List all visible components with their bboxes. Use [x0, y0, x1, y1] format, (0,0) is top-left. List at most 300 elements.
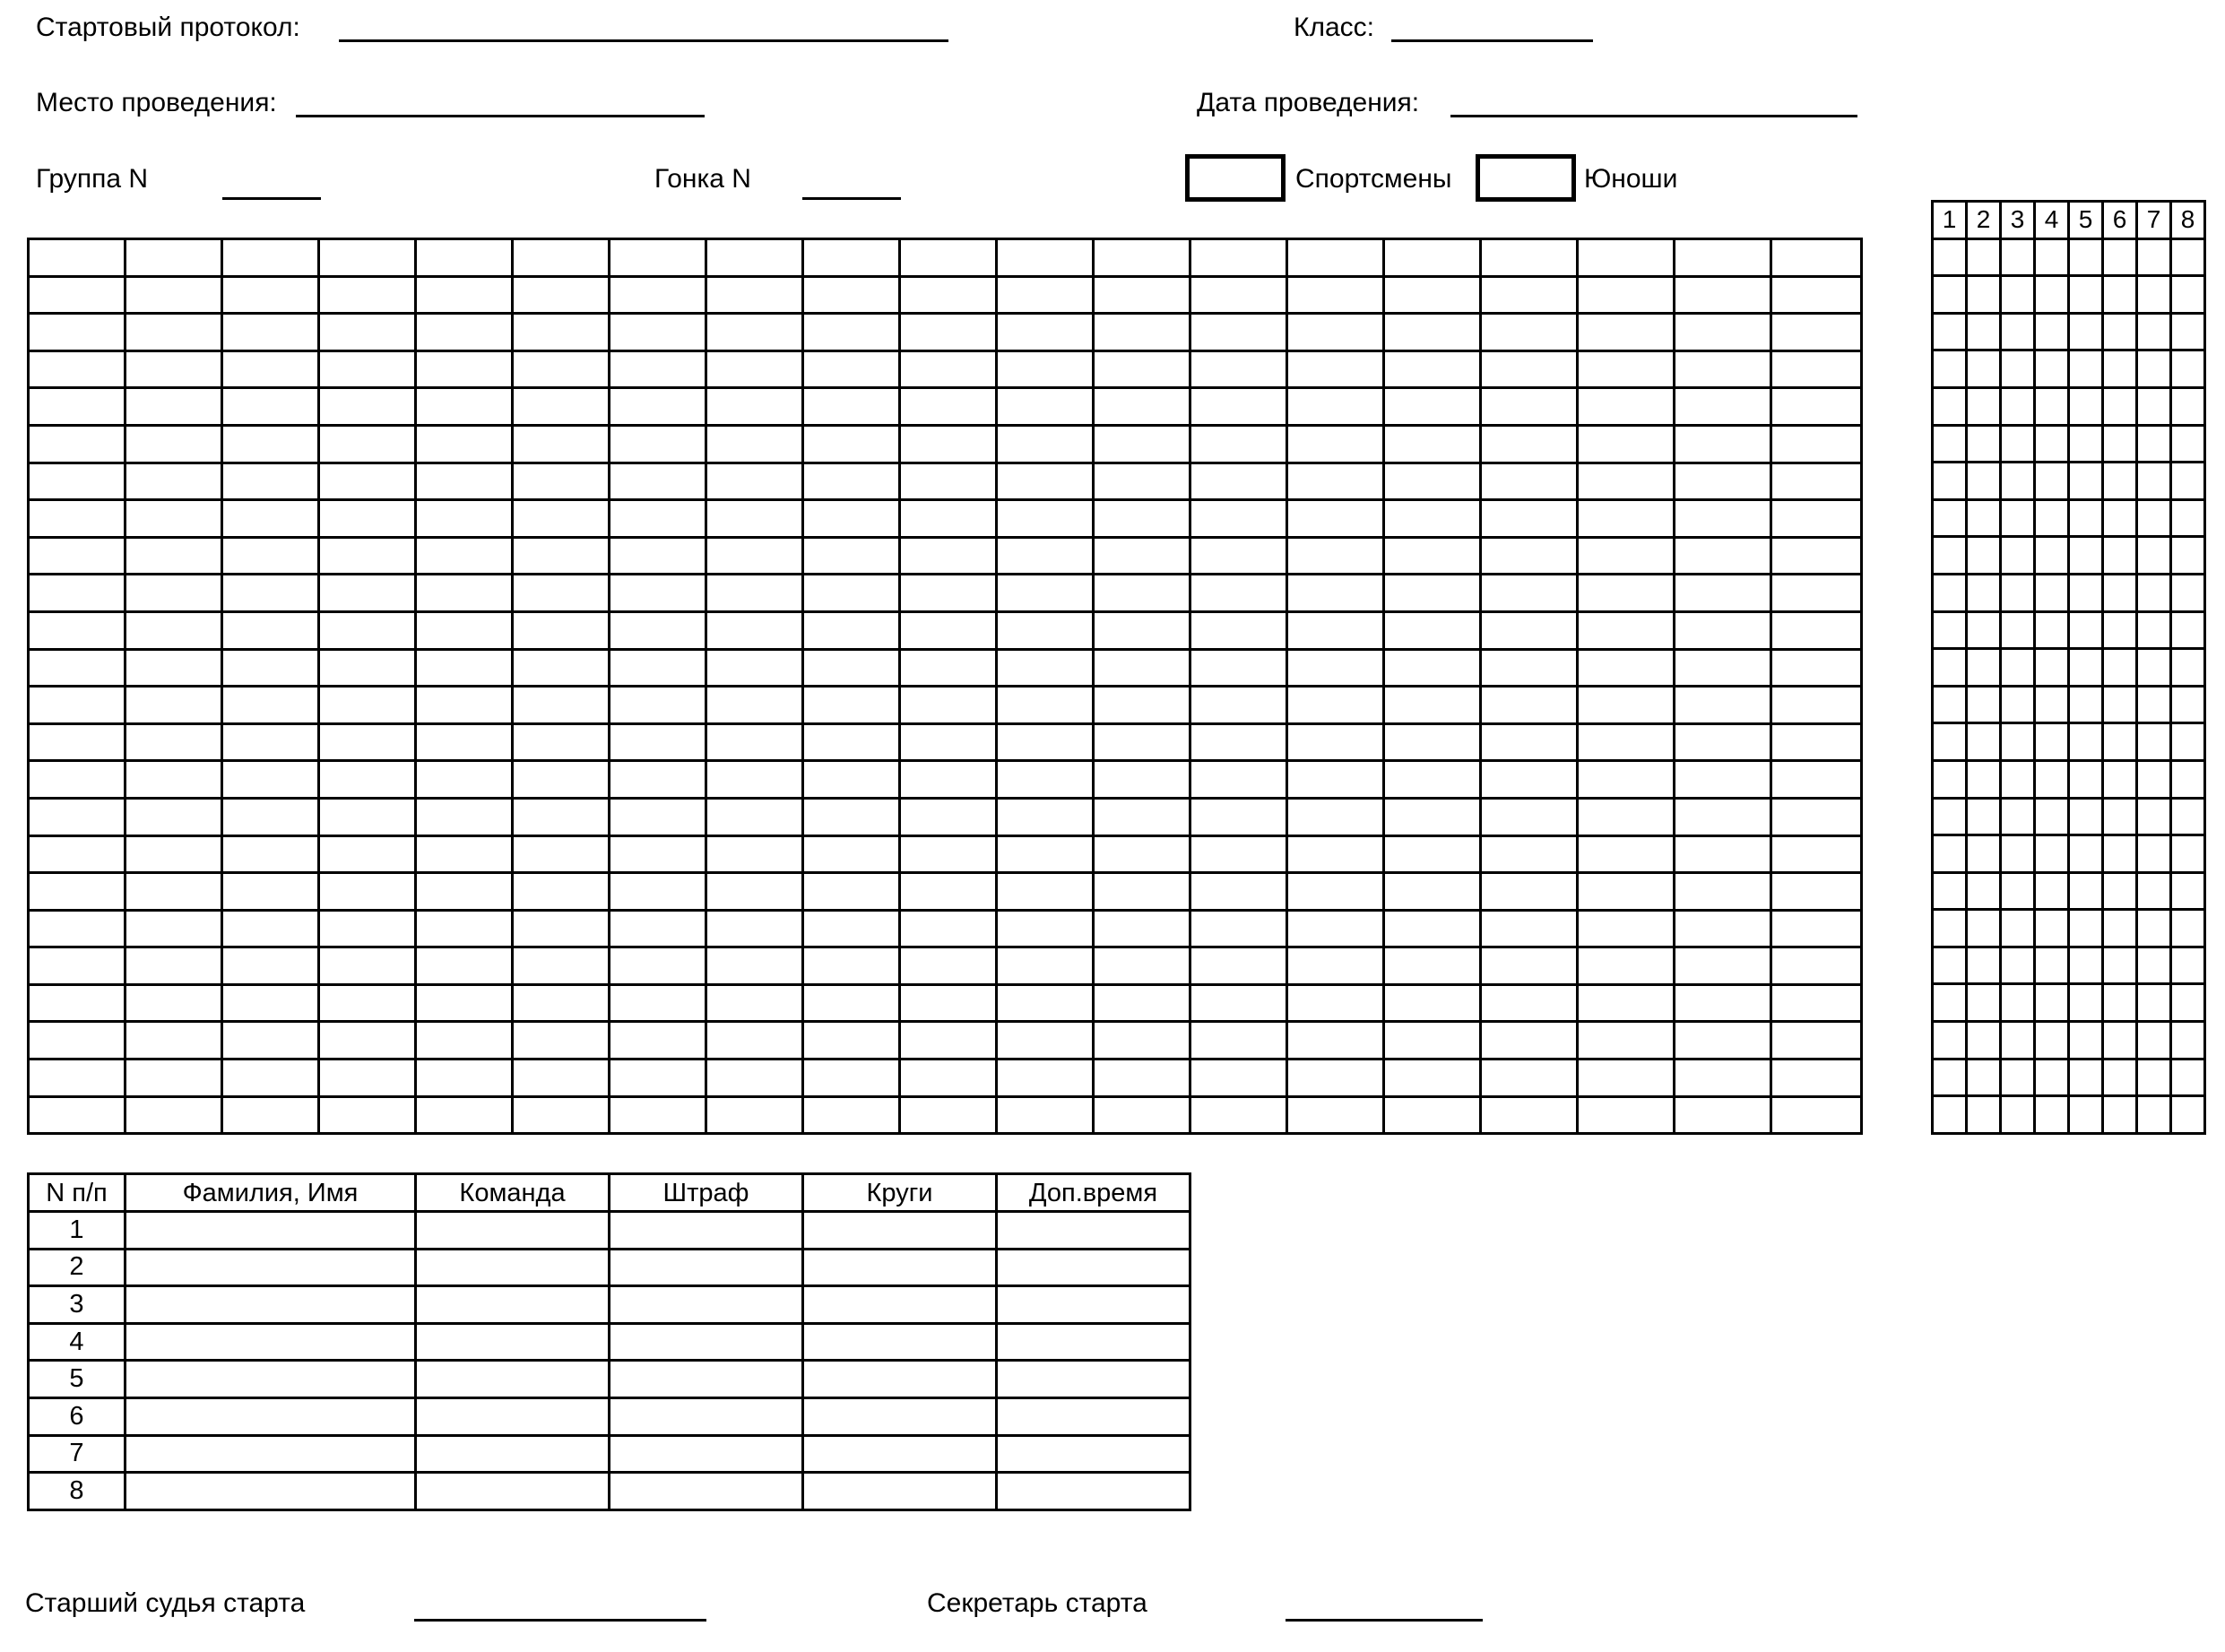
lap-cell[interactable]	[2001, 798, 2035, 835]
lap-cell[interactable]	[1967, 760, 2001, 798]
grid-cell[interactable]	[1578, 575, 1675, 612]
lap-cell[interactable]	[2103, 1022, 2137, 1060]
grid-cell[interactable]	[1094, 1060, 1190, 1097]
grid-cell[interactable]	[706, 761, 803, 799]
grid-cell[interactable]	[706, 463, 803, 500]
grid-cell[interactable]	[1190, 947, 1287, 985]
grid-cell[interactable]	[319, 947, 416, 985]
grid-cell[interactable]	[126, 910, 222, 947]
grid-cell[interactable]	[126, 1096, 222, 1134]
lap-cell[interactable]	[2069, 798, 2103, 835]
lap-cell[interactable]	[2069, 1022, 2103, 1060]
lap-cell[interactable]	[1967, 1096, 2001, 1134]
juniors-checkbox[interactable]	[1476, 154, 1576, 202]
grid-cell[interactable]	[319, 276, 416, 314]
cell[interactable]	[610, 1212, 803, 1250]
grid-cell[interactable]	[706, 537, 803, 575]
grid-cell[interactable]	[222, 1060, 319, 1097]
grid-cell[interactable]	[900, 649, 997, 687]
grid-cell[interactable]	[1771, 687, 1862, 724]
grid-cell[interactable]	[1094, 910, 1190, 947]
grid-cell[interactable]	[997, 350, 1094, 388]
grid-cell[interactable]	[1675, 425, 1771, 463]
lap-cell[interactable]	[2103, 425, 2137, 463]
grid-cell[interactable]	[1287, 463, 1384, 500]
grid-cell[interactable]	[803, 1022, 900, 1060]
grid-cell[interactable]	[513, 314, 610, 351]
grid-cell[interactable]	[610, 500, 706, 538]
grid-cell[interactable]	[416, 947, 513, 985]
lap-cell[interactable]	[1933, 686, 1967, 723]
lap-cell[interactable]	[1933, 835, 1967, 873]
grid-cell[interactable]	[1287, 1096, 1384, 1134]
lap-cell[interactable]	[2069, 984, 2103, 1022]
lap-cell[interactable]	[2035, 798, 2069, 835]
grid-cell[interactable]	[416, 537, 513, 575]
grid-cell[interactable]	[610, 314, 706, 351]
grid-cell[interactable]	[126, 314, 222, 351]
lap-cell[interactable]	[1967, 872, 2001, 910]
grid-cell[interactable]	[513, 910, 610, 947]
grid-cell[interactable]	[1481, 575, 1578, 612]
grid-cell[interactable]	[706, 276, 803, 314]
grid-cell[interactable]	[1094, 575, 1190, 612]
lap-cell[interactable]	[1933, 649, 1967, 687]
grid-cell[interactable]	[29, 276, 126, 314]
lap-cell[interactable]	[2001, 611, 2035, 649]
grid-cell[interactable]	[29, 761, 126, 799]
grid-cell[interactable]	[416, 276, 513, 314]
grid-cell[interactable]	[706, 723, 803, 761]
grid-cell[interactable]	[610, 947, 706, 985]
grid-cell[interactable]	[1094, 761, 1190, 799]
lap-cell[interactable]	[2069, 723, 2103, 761]
grid-cell[interactable]	[29, 649, 126, 687]
grid-cell[interactable]	[1481, 425, 1578, 463]
grid-cell[interactable]	[222, 910, 319, 947]
cell[interactable]	[803, 1397, 997, 1435]
lap-cell[interactable]	[1933, 1096, 1967, 1134]
lap-cell[interactable]	[1933, 238, 1967, 276]
grid-cell[interactable]	[513, 873, 610, 911]
grid-cell[interactable]	[1190, 463, 1287, 500]
grid-cell[interactable]	[1771, 611, 1862, 649]
grid-cell[interactable]	[997, 910, 1094, 947]
grid-cell[interactable]	[1287, 798, 1384, 835]
grid-cell[interactable]	[1481, 611, 1578, 649]
grid-cell[interactable]	[513, 350, 610, 388]
grid-cell[interactable]	[706, 947, 803, 985]
grid-cell[interactable]	[319, 687, 416, 724]
grid-cell[interactable]	[29, 723, 126, 761]
grid-cell[interactable]	[997, 239, 1094, 277]
grid-cell[interactable]	[1578, 687, 1675, 724]
cell[interactable]	[126, 1286, 416, 1324]
lap-cell[interactable]	[2171, 798, 2205, 835]
lap-cell[interactable]	[2103, 798, 2137, 835]
grid-cell[interactable]	[1481, 239, 1578, 277]
cell[interactable]	[803, 1323, 997, 1361]
grid-cell[interactable]	[319, 611, 416, 649]
lap-cell[interactable]	[1967, 910, 2001, 947]
lap-cell[interactable]	[2103, 387, 2137, 425]
grid-cell[interactable]	[900, 276, 997, 314]
lap-cell[interactable]	[2035, 649, 2069, 687]
grid-cell[interactable]	[416, 1022, 513, 1060]
grid-cell[interactable]	[222, 1096, 319, 1134]
lap-cell[interactable]	[2137, 387, 2171, 425]
lap-cell[interactable]	[2171, 499, 2205, 537]
grid-cell[interactable]	[1578, 873, 1675, 911]
lap-cell[interactable]	[2069, 947, 2103, 984]
lap-cell[interactable]	[2069, 537, 2103, 575]
lap-cell[interactable]	[2001, 276, 2035, 314]
cell[interactable]	[416, 1361, 610, 1398]
grid-cell[interactable]	[1384, 388, 1481, 426]
grid-cell[interactable]	[1190, 388, 1287, 426]
grid-cell[interactable]	[610, 723, 706, 761]
lap-cell[interactable]	[2103, 1059, 2137, 1096]
lap-cell[interactable]	[2035, 686, 2069, 723]
lap-cell[interactable]	[2069, 425, 2103, 463]
grid-cell[interactable]	[1094, 687, 1190, 724]
grid-cell[interactable]	[416, 984, 513, 1022]
grid-cell[interactable]	[126, 276, 222, 314]
lap-cell[interactable]	[1967, 499, 2001, 537]
lap-cell[interactable]	[2137, 984, 2171, 1022]
grid-cell[interactable]	[997, 537, 1094, 575]
grid-cell[interactable]	[706, 575, 803, 612]
lap-cell[interactable]	[2171, 463, 2205, 500]
lap-cell[interactable]	[1933, 574, 1967, 611]
lap-cell[interactable]	[2001, 425, 2035, 463]
cell[interactable]	[416, 1212, 610, 1250]
grid-cell[interactable]	[222, 761, 319, 799]
lap-cell[interactable]	[1933, 350, 1967, 388]
grid-cell[interactable]	[513, 723, 610, 761]
cell[interactable]	[997, 1435, 1190, 1473]
grid-cell[interactable]	[1094, 425, 1190, 463]
grid-cell[interactable]	[997, 500, 1094, 538]
grid-cell[interactable]	[1094, 873, 1190, 911]
cell[interactable]	[803, 1435, 997, 1473]
grid-cell[interactable]	[319, 1022, 416, 1060]
grid-cell[interactable]	[900, 798, 997, 835]
grid-cell[interactable]	[1578, 910, 1675, 947]
grid-cell[interactable]	[1287, 687, 1384, 724]
grid-cell[interactable]	[997, 947, 1094, 985]
grid-cell[interactable]	[1287, 649, 1384, 687]
lap-cell[interactable]	[2069, 649, 2103, 687]
lap-cell[interactable]	[1967, 1022, 2001, 1060]
grid-cell[interactable]	[319, 537, 416, 575]
lap-cell[interactable]	[2103, 238, 2137, 276]
grid-cell[interactable]	[126, 611, 222, 649]
cell[interactable]	[610, 1323, 803, 1361]
lap-cell[interactable]	[2069, 238, 2103, 276]
cell[interactable]	[416, 1435, 610, 1473]
grid-cell[interactable]	[997, 649, 1094, 687]
lap-cell[interactable]	[2171, 872, 2205, 910]
grid-cell[interactable]	[1578, 947, 1675, 985]
grid-cell[interactable]	[126, 1060, 222, 1097]
lap-cell[interactable]	[1933, 611, 1967, 649]
grid-cell[interactable]	[610, 761, 706, 799]
lap-cell[interactable]	[2137, 313, 2171, 350]
lap-cell[interactable]	[2103, 649, 2137, 687]
grid-cell[interactable]	[1287, 1022, 1384, 1060]
grid-cell[interactable]	[1384, 611, 1481, 649]
grid-cell[interactable]	[803, 761, 900, 799]
lap-cell[interactable]	[2103, 463, 2137, 500]
grid-cell[interactable]	[1094, 649, 1190, 687]
lap-cell[interactable]	[2103, 537, 2137, 575]
lap-cell[interactable]	[2137, 910, 2171, 947]
lap-cell[interactable]	[2103, 723, 2137, 761]
grid-cell[interactable]	[319, 575, 416, 612]
lap-cell[interactable]	[2069, 760, 2103, 798]
lap-cell[interactable]	[2069, 350, 2103, 388]
grid-cell[interactable]	[319, 1096, 416, 1134]
lap-cell[interactable]	[2171, 649, 2205, 687]
grid-cell[interactable]	[222, 611, 319, 649]
cell[interactable]	[416, 1397, 610, 1435]
grid-cell[interactable]	[900, 425, 997, 463]
lap-cell[interactable]	[2137, 425, 2171, 463]
grid-cell[interactable]	[997, 798, 1094, 835]
grid-cell[interactable]	[1675, 910, 1771, 947]
grid-cell[interactable]	[900, 723, 997, 761]
lap-cell[interactable]	[2137, 1096, 2171, 1134]
grid-cell[interactable]	[1287, 947, 1384, 985]
grid-cell[interactable]	[29, 463, 126, 500]
grid-cell[interactable]	[222, 500, 319, 538]
grid-cell[interactable]	[1190, 575, 1287, 612]
lap-cell[interactable]	[2001, 463, 2035, 500]
grid-cell[interactable]	[1771, 537, 1862, 575]
lap-cell[interactable]	[2137, 649, 2171, 687]
grid-cell[interactable]	[1287, 425, 1384, 463]
grid-cell[interactable]	[319, 463, 416, 500]
grid-cell[interactable]	[29, 425, 126, 463]
lap-cell[interactable]	[2001, 947, 2035, 984]
lap-cell[interactable]	[1967, 238, 2001, 276]
grid-cell[interactable]	[1384, 798, 1481, 835]
grid-cell[interactable]	[610, 463, 706, 500]
cell[interactable]	[416, 1323, 610, 1361]
grid-cell[interactable]	[803, 463, 900, 500]
grid-cell[interactable]	[1384, 723, 1481, 761]
grid-cell[interactable]	[1384, 239, 1481, 277]
lap-cell[interactable]	[2035, 835, 2069, 873]
grid-cell[interactable]	[222, 388, 319, 426]
grid-cell[interactable]	[1481, 761, 1578, 799]
cell[interactable]	[610, 1473, 803, 1510]
grid-cell[interactable]	[416, 873, 513, 911]
grid-cell[interactable]	[319, 388, 416, 426]
grid-cell[interactable]	[416, 239, 513, 277]
athletes-checkbox[interactable]	[1185, 154, 1286, 202]
cell[interactable]	[803, 1249, 997, 1286]
grid-cell[interactable]	[513, 798, 610, 835]
lap-cell[interactable]	[2103, 499, 2137, 537]
grid-cell[interactable]	[997, 835, 1094, 873]
lap-cell[interactable]	[2001, 910, 2035, 947]
grid-cell[interactable]	[1675, 463, 1771, 500]
lap-cell[interactable]	[2103, 611, 2137, 649]
lap-cell[interactable]	[2001, 1096, 2035, 1134]
grid-cell[interactable]	[803, 1096, 900, 1134]
lap-cell[interactable]	[2035, 387, 2069, 425]
grid-cell[interactable]	[1481, 984, 1578, 1022]
grid-cell[interactable]	[319, 910, 416, 947]
lap-cell[interactable]	[2069, 835, 2103, 873]
grid-cell[interactable]	[1578, 350, 1675, 388]
grid-cell[interactable]	[1481, 314, 1578, 351]
grid-cell[interactable]	[1675, 649, 1771, 687]
lap-cell[interactable]	[1933, 276, 1967, 314]
cell[interactable]	[997, 1286, 1190, 1324]
lap-cell[interactable]	[2035, 350, 2069, 388]
lap-cell[interactable]	[1933, 760, 1967, 798]
grid-cell[interactable]	[29, 873, 126, 911]
grid-cell[interactable]	[610, 537, 706, 575]
grid-cell[interactable]	[1094, 276, 1190, 314]
grid-cell[interactable]	[222, 350, 319, 388]
grid-cell[interactable]	[1675, 276, 1771, 314]
lap-cell[interactable]	[1967, 425, 2001, 463]
lap-cell[interactable]	[1967, 463, 2001, 500]
cell[interactable]	[126, 1435, 416, 1473]
lap-cell[interactable]	[2171, 313, 2205, 350]
grid-cell[interactable]	[1384, 649, 1481, 687]
grid-cell[interactable]	[126, 723, 222, 761]
grid-cell[interactable]	[1771, 947, 1862, 985]
grid-cell[interactable]	[1771, 575, 1862, 612]
grid-cell[interactable]	[706, 1060, 803, 1097]
grid-cell[interactable]	[1094, 463, 1190, 500]
grid-cell[interactable]	[1384, 500, 1481, 538]
grid-cell[interactable]	[1771, 1022, 1862, 1060]
lap-cell[interactable]	[2069, 910, 2103, 947]
lap-cell[interactable]	[1933, 723, 1967, 761]
grid-cell[interactable]	[126, 239, 222, 277]
grid-cell[interactable]	[1578, 388, 1675, 426]
cell[interactable]	[610, 1397, 803, 1435]
lap-cell[interactable]	[2001, 686, 2035, 723]
grid-cell[interactable]	[1190, 910, 1287, 947]
class-field[interactable]	[1391, 39, 1593, 42]
grid-cell[interactable]	[1384, 463, 1481, 500]
grid-cell[interactable]	[1675, 314, 1771, 351]
lap-cell[interactable]	[2001, 649, 2035, 687]
lap-cell[interactable]	[1933, 387, 1967, 425]
grid-cell[interactable]	[1675, 835, 1771, 873]
grid-cell[interactable]	[126, 388, 222, 426]
lap-cell[interactable]	[2035, 947, 2069, 984]
grid-cell[interactable]	[1578, 500, 1675, 538]
grid-cell[interactable]	[222, 1022, 319, 1060]
lap-cell[interactable]	[2171, 984, 2205, 1022]
lap-cell[interactable]	[2035, 760, 2069, 798]
grid-cell[interactable]	[1675, 984, 1771, 1022]
lap-cell[interactable]	[2137, 1022, 2171, 1060]
grid-cell[interactable]	[319, 350, 416, 388]
grid-cell[interactable]	[1287, 723, 1384, 761]
lap-cell[interactable]	[2103, 835, 2137, 873]
grid-cell[interactable]	[997, 314, 1094, 351]
grid-cell[interactable]	[1094, 723, 1190, 761]
lap-cell[interactable]	[1967, 723, 2001, 761]
grid-cell[interactable]	[803, 611, 900, 649]
grid-cell[interactable]	[997, 611, 1094, 649]
grid-cell[interactable]	[1384, 537, 1481, 575]
grid-cell[interactable]	[803, 425, 900, 463]
grid-cell[interactable]	[513, 425, 610, 463]
grid-cell[interactable]	[29, 947, 126, 985]
grid-cell[interactable]	[29, 687, 126, 724]
grid-cell[interactable]	[1384, 425, 1481, 463]
lap-cell[interactable]	[1933, 798, 1967, 835]
lap-cell[interactable]	[2103, 313, 2137, 350]
grid-cell[interactable]	[1675, 873, 1771, 911]
grid-cell[interactable]	[1287, 835, 1384, 873]
lap-cell[interactable]	[1967, 276, 2001, 314]
grid-cell[interactable]	[610, 1060, 706, 1097]
lap-cell[interactable]	[2001, 872, 2035, 910]
grid-cell[interactable]	[1287, 873, 1384, 911]
grid-cell[interactable]	[1190, 314, 1287, 351]
cell[interactable]	[803, 1212, 997, 1250]
grid-cell[interactable]	[1771, 1096, 1862, 1134]
lap-cell[interactable]	[2035, 537, 2069, 575]
grid-cell[interactable]	[610, 1096, 706, 1134]
grid-cell[interactable]	[997, 687, 1094, 724]
grid-cell[interactable]	[222, 425, 319, 463]
grid-cell[interactable]	[900, 239, 997, 277]
grid-cell[interactable]	[706, 687, 803, 724]
cell[interactable]	[997, 1361, 1190, 1398]
grid-cell[interactable]	[1287, 537, 1384, 575]
lap-cell[interactable]	[2069, 387, 2103, 425]
grid-cell[interactable]	[1578, 1096, 1675, 1134]
grid-cell[interactable]	[513, 463, 610, 500]
grid-cell[interactable]	[1481, 1022, 1578, 1060]
grid-cell[interactable]	[610, 873, 706, 911]
grid-cell[interactable]	[1481, 350, 1578, 388]
grid-cell[interactable]	[1481, 1060, 1578, 1097]
lap-cell[interactable]	[2171, 686, 2205, 723]
grid-cell[interactable]	[1481, 947, 1578, 985]
lap-cell[interactable]	[1933, 1059, 1967, 1096]
grid-cell[interactable]	[1094, 350, 1190, 388]
lap-cell[interactable]	[2137, 798, 2171, 835]
grid-cell[interactable]	[1190, 239, 1287, 277]
grid-cell[interactable]	[126, 1022, 222, 1060]
lap-cell[interactable]	[1967, 574, 2001, 611]
grid-cell[interactable]	[126, 350, 222, 388]
lap-cell[interactable]	[2035, 1059, 2069, 1096]
grid-cell[interactable]	[803, 723, 900, 761]
grid-cell[interactable]	[222, 687, 319, 724]
lap-cell[interactable]	[2035, 1022, 2069, 1060]
grid-cell[interactable]	[1675, 611, 1771, 649]
lap-cell[interactable]	[1933, 910, 1967, 947]
grid-cell[interactable]	[1190, 984, 1287, 1022]
grid-cell[interactable]	[610, 1022, 706, 1060]
grid-cell[interactable]	[1675, 761, 1771, 799]
grid-cell[interactable]	[1578, 761, 1675, 799]
